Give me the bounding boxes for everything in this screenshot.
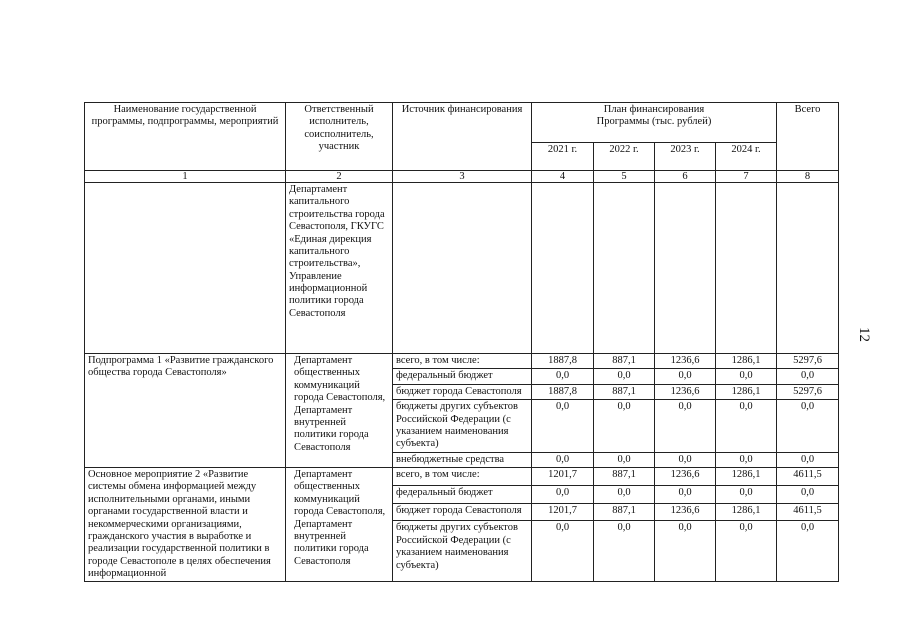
column-number: 3 (393, 171, 532, 183)
value-2024: 1286,1 (716, 384, 777, 399)
value-2024: 0,0 (716, 369, 777, 384)
header-year: 2023 г. (655, 143, 716, 171)
value-2021: 1201,7 (532, 503, 594, 521)
header-source: Источник финансирования (393, 103, 532, 171)
value-2021: 1887,8 (532, 354, 594, 369)
value-2024: 0,0 (716, 400, 777, 453)
continuation-cell (777, 183, 839, 354)
value-total: 0,0 (777, 485, 839, 503)
continuation-row (85, 183, 839, 354)
value-2022: 887,1 (594, 354, 655, 369)
value-2023: 0,0 (655, 369, 716, 384)
page-number: 12 (856, 327, 872, 342)
source-label: всего, в том числе: (393, 468, 532, 486)
subprogram1-executor: Департамент общественных коммуникаций города Севастополя, Департамент внутренней политики города Севастополя (286, 354, 393, 468)
column-number: 8 (777, 171, 839, 183)
value-2021: 1201,7 (532, 468, 594, 486)
value-2022: 0,0 (594, 485, 655, 503)
value-total: 4611,5 (777, 468, 839, 486)
value-2023: 0,0 (655, 400, 716, 453)
header-total: Всего (777, 103, 839, 171)
header-executor: Ответственный исполнитель, соисполнитель, участник (286, 103, 393, 171)
value-2021: 0,0 (532, 485, 594, 503)
source-label: бюджеты других субъектов Российской Федерации (с указанием наименования субъекта) (393, 521, 532, 582)
column-number: 4 (532, 171, 594, 183)
value-2022: 0,0 (594, 369, 655, 384)
value-2024: 0,0 (716, 485, 777, 503)
value-2021: 0,0 (532, 452, 594, 467)
measure2-name: Основное мероприятие 2 «Развитие системы обмена информацией между исполнительными органами, иными органами государственной власти и некоммерческими организациями, гражданского участия в выработке и реализации государственной политики в городе Севастополе в целях обеспечения информационной (85, 468, 286, 582)
value-2024: 0,0 (716, 452, 777, 467)
value-2023: 1236,6 (655, 468, 716, 486)
financing-table (84, 102, 839, 582)
value-2023: 1236,6 (655, 384, 716, 399)
source-label: внебюджетные средства (393, 452, 532, 467)
column-number: 7 (716, 171, 777, 183)
value-total: 0,0 (777, 400, 839, 453)
value-2022: 887,1 (594, 384, 655, 399)
header-name: Наименование государственной программы, подпрограммы, мероприятий (85, 103, 286, 171)
column-number: 6 (655, 171, 716, 183)
source-label: бюджеты других субъектов Российской Федерации (с указанием наименования субъекта) (393, 400, 532, 453)
value-2021: 0,0 (532, 400, 594, 453)
column-numbers-row (85, 171, 839, 183)
value-2024: 1286,1 (716, 468, 777, 486)
value-2023: 1236,6 (655, 503, 716, 521)
value-2022: 0,0 (594, 521, 655, 582)
value-2024: 1286,1 (716, 354, 777, 369)
value-total: 4611,5 (777, 503, 839, 521)
value-2023: 0,0 (655, 485, 716, 503)
value-total: 0,0 (777, 452, 839, 467)
value-total: 5297,6 (777, 384, 839, 399)
measure2-executor: Департамент общественных коммуникаций города Севастополя, Департамент внутренней политики города Севастополя (286, 468, 393, 582)
value-2023: 0,0 (655, 521, 716, 582)
continuation-cell (716, 183, 777, 354)
value-2021: 0,0 (532, 521, 594, 582)
value-2021: 0,0 (532, 369, 594, 384)
header-year: 2021 г. (532, 143, 594, 171)
column-number: 2 (286, 171, 393, 183)
subprogram1-row-total (85, 354, 839, 369)
value-2023: 0,0 (655, 452, 716, 467)
value-2024: 0,0 (716, 521, 777, 582)
header-row-1 (85, 103, 839, 143)
value-2022: 887,1 (594, 468, 655, 486)
source-label: бюджет города Севастополя (393, 503, 532, 521)
continuation-source-cell (393, 183, 532, 354)
header-plan: План финансирования Программы (тыс. рублей) (532, 103, 777, 143)
continuation-name-cell (85, 183, 286, 354)
continuation-executor: Департамент капитального строительства города Севастополя, ГКУГС «Единая дирекция капитального строительства», Управление информационной политики города Севастополя (286, 183, 393, 354)
source-label: бюджет города Севастополя (393, 384, 532, 399)
source-label: федеральный бюджет (393, 485, 532, 503)
value-total: 5297,6 (777, 354, 839, 369)
subprogram1-name: Подпрограмма 1 «Развитие гражданского общества города Севастополя» (85, 354, 286, 468)
header-year: 2022 г. (594, 143, 655, 171)
value-2022: 0,0 (594, 452, 655, 467)
continuation-cell (532, 183, 594, 354)
value-2023: 1236,6 (655, 354, 716, 369)
value-2021: 1887,8 (532, 384, 594, 399)
column-number: 5 (594, 171, 655, 183)
continuation-cell (594, 183, 655, 354)
value-total: 0,0 (777, 369, 839, 384)
value-2022: 0,0 (594, 400, 655, 453)
value-total: 0,0 (777, 521, 839, 582)
header-year: 2024 г. (716, 143, 777, 171)
source-label: всего, в том числе: (393, 354, 532, 369)
value-2024: 1286,1 (716, 503, 777, 521)
value-2022: 887,1 (594, 503, 655, 521)
column-number: 1 (85, 171, 286, 183)
continuation-cell (655, 183, 716, 354)
source-label: федеральный бюджет (393, 369, 532, 384)
measure2-row-total (85, 468, 839, 486)
